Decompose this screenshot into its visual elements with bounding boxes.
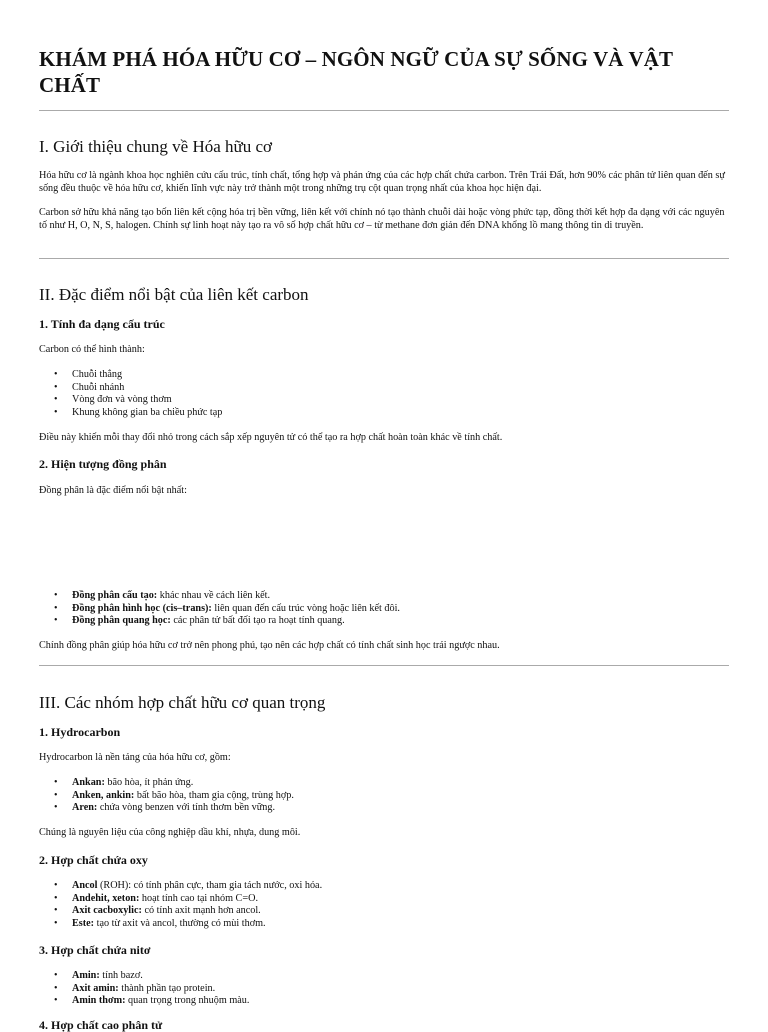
subsection-heading: 1. Hydrocarbon — [39, 725, 121, 739]
paragraph: Điều này khiến mỗi thay đổi nhỏ trong cách sắp xếp nguyên tử có thể tạo ra hợp chất hoàn toàn khác về tính chất. — [39, 432, 503, 443]
list-item-desc: hoạt tính cao tại nhóm C=O. — [139, 892, 258, 904]
list-item-term: Andehit, xeton: — [72, 892, 140, 904]
subsection-heading: 2. Hiện tượng đồng phân — [39, 457, 167, 471]
list-item — [72, 603, 729, 616]
list-item-term: Amin thơm: — [72, 995, 126, 1006]
section-heading-2: II. Đặc điểm nổi bật của liên kết carbon — [39, 285, 309, 304]
list-item-desc: quan trọng trong nhuộm màu. — [125, 995, 250, 1006]
list-item-desc: có tính axit mạnh hơn ancol. — [141, 905, 261, 916]
list-item-term: Đồng phân quang học: — [72, 615, 171, 626]
divider — [39, 258, 729, 259]
list-item — [72, 918, 729, 931]
list-item-term: Este: — [72, 917, 95, 929]
list-item-term: Axit cacboxylic: — [72, 905, 142, 916]
list-item-desc: khác nhau về cách liên kết. — [157, 590, 271, 601]
list-item-term: Aren: — [72, 802, 98, 813]
list-item-desc: chứa vòng benzen với tính thơm bền vững. — [97, 802, 275, 813]
list-item — [72, 590, 729, 603]
page-title: KHÁM PHÁ HÓA HỮU CƠ – NGÔN NGỮ CỦA SỰ SỐNG VÀ VẬT CHẤT — [39, 47, 673, 97]
list-item-term: Axit amin: — [72, 982, 119, 994]
list-item-term: Anken, ankin: — [72, 789, 135, 801]
paragraph: Carbon có thể hình thành: — [39, 344, 145, 355]
list-item — [72, 893, 729, 906]
list-item: • Khung không gian ba chiều phức tạp — [72, 407, 729, 420]
list-item — [72, 970, 729, 983]
list-item-term: Đồng phân hình học (cis–trans): — [72, 602, 212, 614]
list-item-desc: liên quan đến cấu trúc vòng hoặc liên kết đôi. — [211, 602, 400, 614]
oxygen-compound-list — [39, 880, 729, 930]
list-item — [72, 802, 729, 815]
nitrogen-compound-list — [39, 970, 729, 1008]
list-item-desc: (ROH): có tính phân cực, tham gia tách nước, oxi hóa. — [97, 880, 323, 891]
list-item — [72, 880, 729, 893]
list-item: • Vòng đơn và vòng thơm — [72, 394, 729, 407]
list-item — [72, 615, 729, 628]
section-heading-3: III. Các nhóm hợp chất hữu cơ quan trọng — [39, 693, 326, 712]
paragraph: Carbon sở hữu khả năng tạo bốn liên kết cộng hóa trị bền vững, liên kết với chính nó tạo thành chuỗi dài hoặc vòng phức tạp, đồng thời kết hợp đa dạng với các nguyên tố như H, O, N, S, halogen. Chính sự linh hoạt này tạo ra vô số hợp chất hữu cơ – từ methane đơn giản đến DNA khổng lồ mang thông tin di truyền. — [39, 207, 725, 231]
paragraph: Chính đồng phân giúp hóa hữu cơ trở nên phong phú, tạo nên các hợp chất có tính chất sinh học trái ngược nhau. — [39, 640, 500, 651]
paragraph: Chúng là nguyên liệu của công nghiệp dầu khí, nhựa, dung môi. — [39, 827, 301, 838]
isomer-list — [39, 590, 729, 628]
list-item-term: Đồng phân cấu tạo: — [72, 590, 158, 601]
hydrocarbon-list — [39, 777, 729, 815]
subsection-heading: 4. Hợp chất cao phân tử — [39, 1018, 163, 1032]
list-item-term: Amin: — [72, 970, 100, 981]
paragraph: Đồng phân là đặc điểm nổi bật nhất: — [39, 485, 187, 496]
divider — [39, 110, 729, 111]
list-item-desc: bão hòa, ít phản ứng. — [104, 777, 194, 788]
divider — [39, 665, 729, 666]
list-item-desc: các phân tử bất đối tạo ra hoạt tính quang. — [170, 615, 345, 626]
list-item-desc: tạo từ axit và ancol, thường có mùi thơm. — [94, 917, 266, 929]
paragraph: Hóa hữu cơ là ngành khoa học nghiên cứu cấu trúc, tính chất, tổng hợp và phản ứng của các hợp chất chứa carbon. Trên Trái Đất, hơn 90% các phân tử liên quan đến sự sống đều thuộc về hóa hữu cơ, khiến lĩnh vực này trở thành một trong những trụ cột quan trọng nhất của khoa học hiện đại. — [39, 170, 725, 194]
section-heading-1: I. Giới thiệu chung về Hóa hữu cơ — [39, 137, 273, 156]
subsection-heading: 3. Hợp chất chứa nitơ — [39, 943, 151, 957]
list-item-desc: bất bão hòa, tham gia cộng, trùng hợp. — [134, 789, 294, 801]
subsection-heading: 2. Hợp chất chứa oxy — [39, 853, 148, 867]
list-item — [72, 790, 729, 803]
list-item-term: Ancol — [72, 880, 98, 891]
list-item — [72, 995, 729, 1008]
list-item: • Chuỗi nhánh — [72, 382, 729, 395]
list-item — [72, 983, 729, 996]
subsection-heading: 1. Tính đa dạng cấu trúc — [39, 317, 165, 331]
list-item-desc: tính bazơ. — [99, 970, 143, 981]
structure-list — [39, 369, 729, 419]
list-item: • Chuỗi thẳng — [72, 369, 729, 382]
list-item-term: Ankan: — [72, 777, 105, 788]
list-item — [72, 777, 729, 790]
list-item — [72, 905, 729, 918]
paragraph: Hydrocarbon là nền tảng của hóa hữu cơ, gồm: — [39, 752, 231, 763]
list-item-desc: thành phần tạo protein. — [118, 982, 216, 994]
